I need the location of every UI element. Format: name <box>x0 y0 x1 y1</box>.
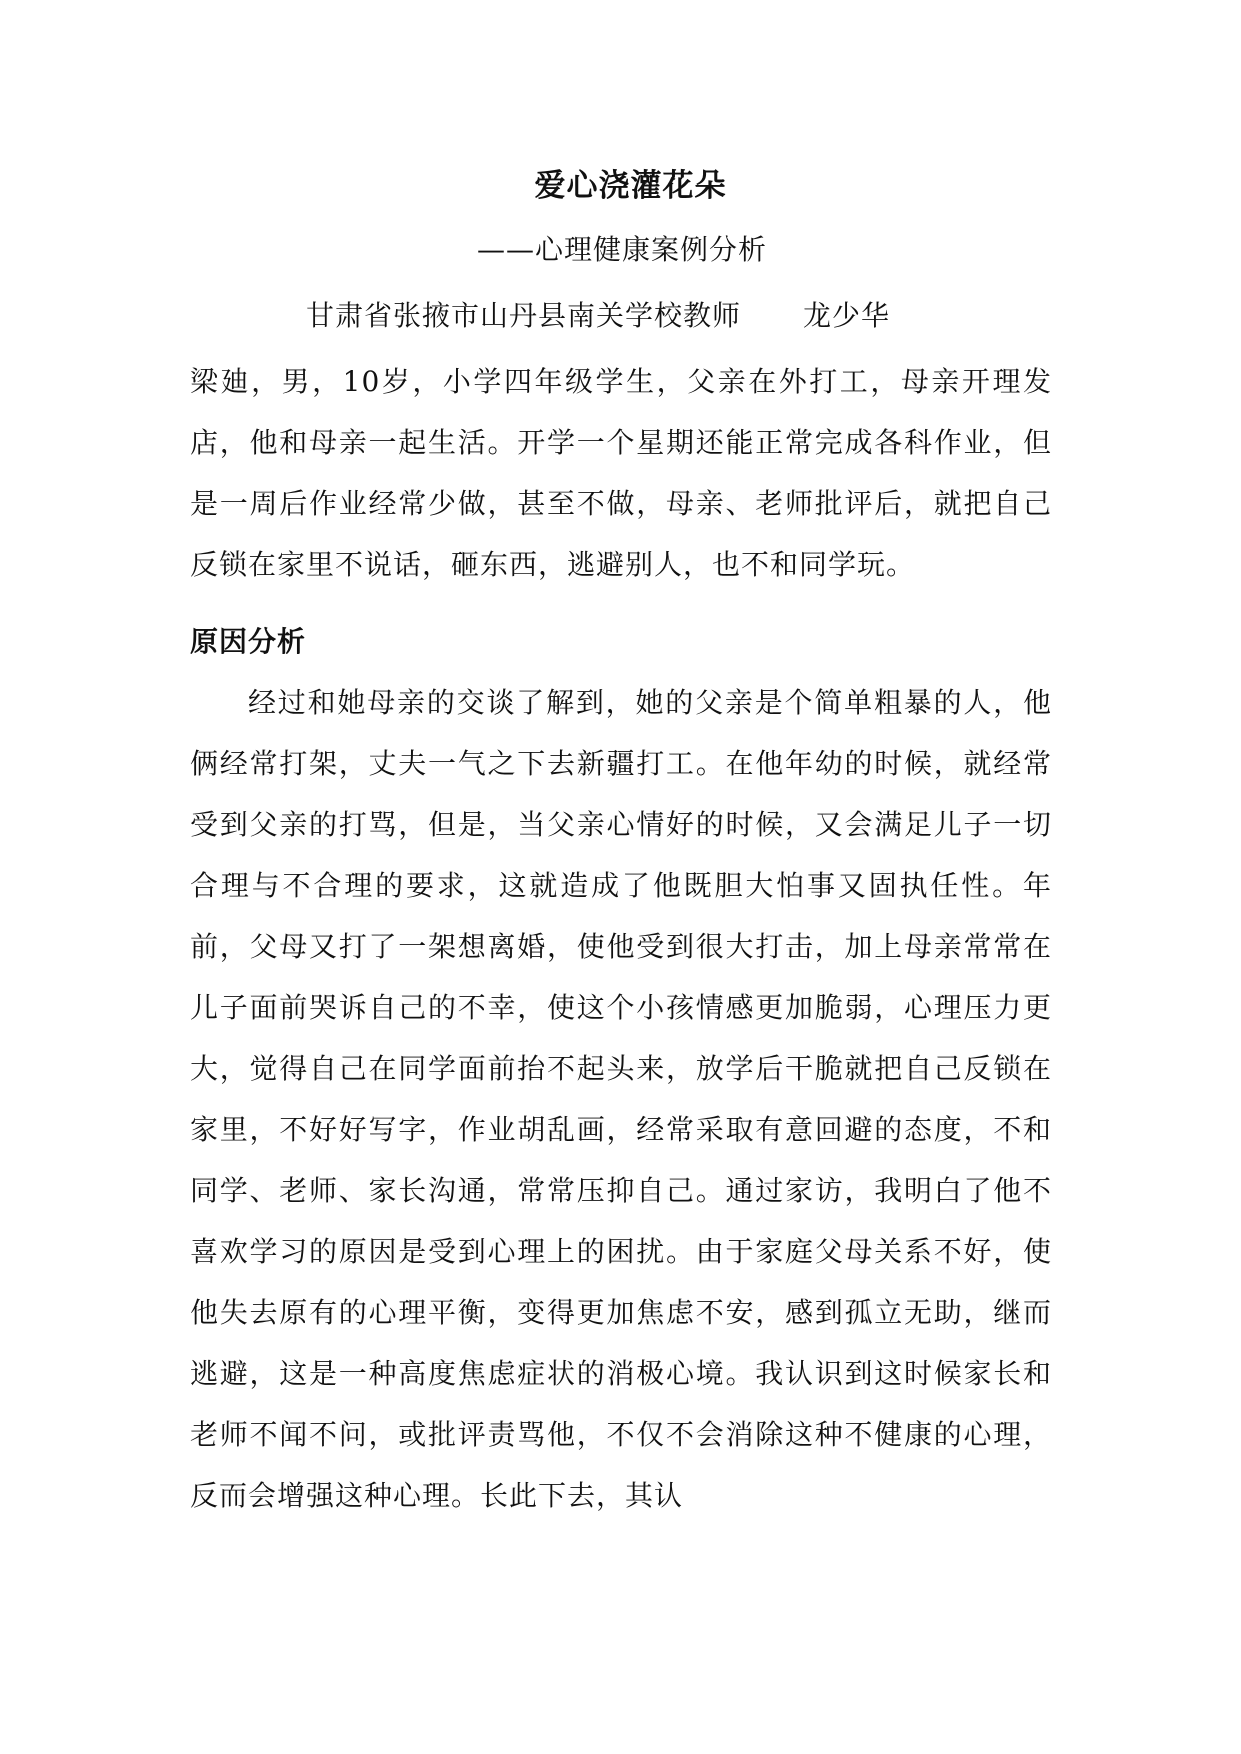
author-line <box>306 294 890 334</box>
author-affiliation: 甘肃省张掖市山丹县南关学校教师 <box>306 299 742 332</box>
document-subtitle: ——心理健康案例分析 <box>477 233 768 266</box>
case-description-paragraph: 梁廸，男，10岁，小学四年级学生，父亲在外打工，母亲开理发店，他和母亲一起生活。开学一个星期还能正常完成各科作业，但是一周后作业经常少做，甚至不做，母亲、老师批评后，就把自己反锁在家里不说话，砸东西，逃避别人，也不和同学玩。 <box>190 365 1052 581</box>
section-heading: 原因分析 <box>190 625 307 658</box>
author-name: 龙少华 <box>803 299 891 332</box>
cause-analysis-paragraph: 经过和她母亲的交谈了解到，她的父亲是个简单粗暴的人，他俩经常打架，丈夫一气之下去新疆打工。在他年幼的时候，就经常受到父亲的打骂，但是，当父亲心情好的时候，又会满足儿子一切合理与不合理的要求，这就造成了他既胆大怕事又固执任性。年前，父母又打了一架想离婚，使他受到很大打击，加上母亲常常在儿子面前哭诉自己的不幸，使这个小孩情感更加脆弱，心理压力更大，觉得自己在同学面前抬不起头来，放学后干脆就把自己反锁在家里，不好好写字，作业胡乱画，经常采取有意回避的态度，不和同学、老师、家长沟通，常常压抑自己。通过家访，我明白了他不喜欢学习的原因是受到心理上的困扰。由于家庭父母关系不好，使他失去原有的心理平衡，变得更加焦虑不安，感到孤立无助，继而逃避，这是一种高度焦虑症状的消极心境。我认识到这时候家长和老师不闻不问，或批评责骂他，不仅不会消除这种不健康的心理，反而会增强这种心理。长此下去，其认 <box>190 686 1052 1512</box>
document-title: 爱心浇灌花朵 <box>534 168 727 204</box>
